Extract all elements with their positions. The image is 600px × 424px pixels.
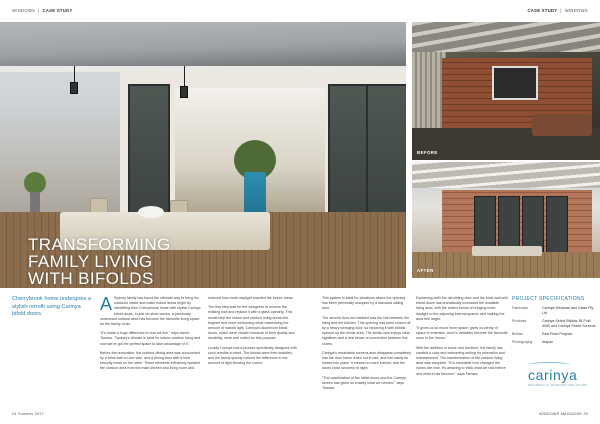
spec-value: Carinya Select Bifolds, Bi-Fold 4000 and Carinya Select Screens	[542, 319, 596, 328]
roof-underside	[0, 22, 406, 68]
bifold-panel	[328, 84, 370, 232]
running-head-right	[527, 8, 588, 13]
body-paragraph: Before the renovation, the outdoor dining area was surrounded by a brick wall on one side, and a dining door with a lone security mesh on the other. These elements effectively isolated the outdoor area from the main kitchen and living room and	[100, 350, 200, 371]
body-column-2	[208, 296, 298, 370]
section-name: WINDOWS	[12, 8, 36, 13]
section-title: CASE STUDY	[527, 8, 558, 13]
outdoor-table	[472, 246, 542, 256]
intro-text: Cherrybrook home undergoes a stylish retrofit using Carinya bifold doors.	[12, 296, 91, 318]
outdoor-sofa	[532, 114, 592, 136]
pendant-lamp-icon	[180, 86, 188, 98]
logo-swoosh-icon	[528, 362, 570, 368]
body-column-4	[416, 296, 508, 381]
pendant-lamp-icon	[70, 82, 78, 94]
body-paragraph: This system is ideal for situations where the opening has been previously occupied by a standard sliding door.	[322, 296, 406, 311]
carinya-logo	[528, 368, 596, 387]
body-paragraph: Carinya's retractable screens also disappear completely into the door frame when not in use, and can easily be locked into place. It means no more insects, and the doors close securely at night.	[322, 350, 411, 371]
specs-heading: PROJECT SPECIFICATIONS	[512, 296, 585, 302]
spec-row	[512, 332, 598, 337]
body-paragraph: "The combination of the bifold doors and the Carinya screen has given us exactly what we needed," says Tamara.	[322, 375, 406, 391]
potted-tree	[24, 172, 46, 194]
section-name: WINDOWS	[564, 8, 588, 13]
pergola-roof	[412, 22, 600, 52]
logo-tagline: RESIDENTIAL WINDOWS AND DOORS	[528, 383, 588, 387]
body-paragraph: Explaining both the old sliding door and the brick wall with bifold doors has dramatically increased the available living area, with the added bonus of bringing more daylight to the adjoining internal spaces and making the area feel larger.	[416, 296, 508, 321]
spec-row	[512, 319, 598, 329]
body-paragraph: The second door we installed was the link between the living and the kitchen. This opening had been closed off by a heavy swinging door, so replacing it with bifolds opened up the whole area. The family now enjoys clear sightlines and a real sense of connection between the rooms.	[322, 315, 411, 346]
body-column-1	[100, 296, 202, 376]
logo-wordmark: carinya	[528, 367, 578, 383]
running-head-left	[12, 8, 73, 13]
body-paragraph: Luckily Carinya had a product specifically designed with such retrofits in mind. The bifolds were then installed, and the family quickly noticed the difference in the amount of light flooding the rooms.	[208, 345, 297, 366]
fence	[412, 52, 446, 132]
section-divider: |	[38, 8, 40, 13]
section-title: CASE STUDY	[42, 8, 73, 13]
spec-label: Products	[512, 319, 527, 323]
body-paragraph: The first step was for the designers to remove the existing wall and replace it with a glass opening. This would help the indoor and outdoor living areas feel brighter and more welcoming while maximising the amount of natural light. Carinya's aluminium bifold doors, which were chosen because of their quality and durability, were well suited for this purpose.	[208, 305, 295, 341]
body-paragraph: A Sydney family has found the ultimate way to bring the outdoors inside and make indoor areas bright by retrofitting their Cherrybrook home with stylish Carinya bifold doors. In just six short weeks, a previously underused outdoor area has become the favourite living space for the family of six.	[100, 294, 201, 327]
page-folio-right: WINDOWS MAGAZINE 25	[538, 412, 588, 416]
body-paragraph: reduced how much daylight reached the indoor areas.	[208, 296, 294, 300]
spec-label: Photography	[512, 340, 533, 344]
spec-value: East Rock Projects	[542, 332, 573, 336]
headline: TRANSFORMING FAMILY LIVING WITH BIFOLDS	[28, 235, 171, 288]
pendant-cord	[74, 66, 75, 82]
bifold-panel	[546, 196, 568, 256]
before-photo	[412, 22, 600, 160]
body-paragraph: With the addition of some new furniture, the family has created a cosy and welcoming setting for relaxation and entertainment. The transformation of the outdoor living area was complete. "It is incredible how changed the rooms are now. It's amazing to think what we had before and what it has become," says Tamara.	[416, 345, 506, 376]
before-label: BEFORE	[417, 150, 438, 155]
body-paragraph: "It gives us so much more space, gives us plenty of space to entertain, and it's definitely become the favourite room in the house."	[416, 326, 508, 341]
spec-row	[512, 340, 598, 345]
after-photo	[412, 162, 600, 278]
louvre-roof	[412, 162, 600, 188]
spec-row	[512, 306, 598, 316]
hero-photo	[0, 22, 406, 288]
after-label: AFTER	[417, 268, 434, 273]
bifold-panel	[366, 84, 406, 232]
page-folio-left: 24 Summer 2017	[12, 412, 44, 416]
spec-label: Fabricator	[512, 306, 529, 310]
spec-label: Builder	[512, 332, 524, 336]
flower-centrepiece	[138, 206, 164, 218]
spec-value: Alapac	[542, 340, 553, 344]
section-divider: |	[560, 8, 562, 13]
body-paragraph: "It's made a huge difference to how we live," says owner, Tamara. "Sydney's climate is ideal for indoor-outdoor living and now we've got the perfect space to take advantage of it."	[100, 331, 201, 346]
drop-cap: A	[100, 294, 113, 314]
spec-value: Carinya Windows and Glass Pty Ltd	[542, 306, 594, 315]
body-column-3	[322, 296, 412, 395]
project-specifications	[512, 296, 598, 348]
pendant-cord	[184, 66, 185, 86]
window	[492, 66, 538, 100]
